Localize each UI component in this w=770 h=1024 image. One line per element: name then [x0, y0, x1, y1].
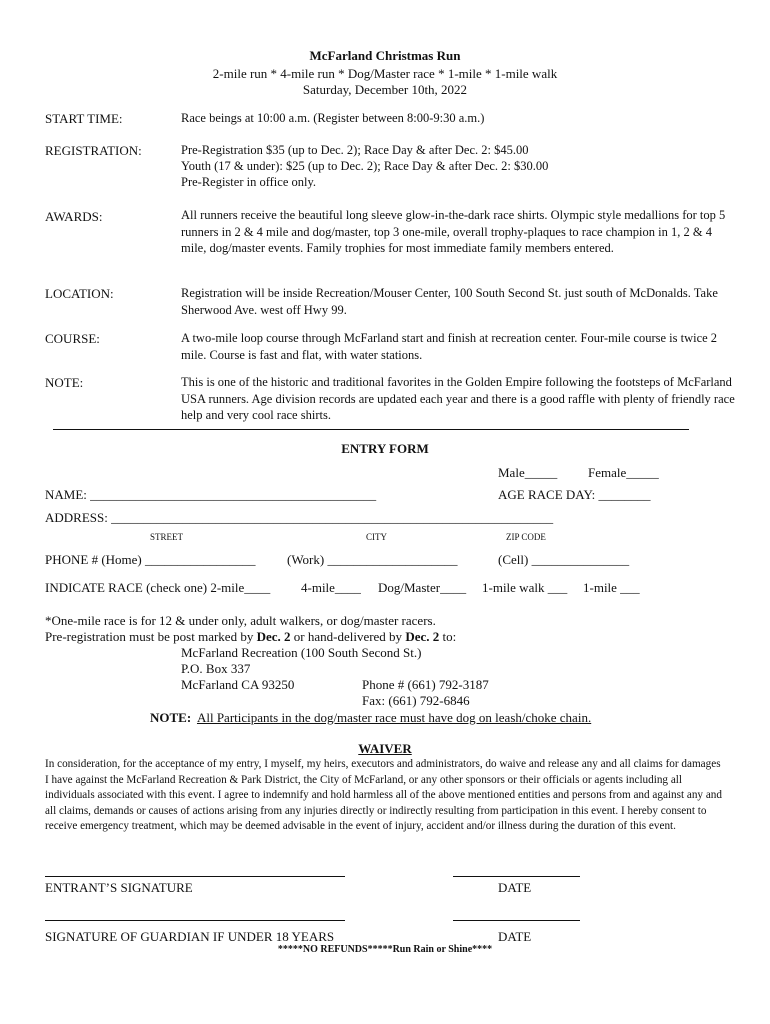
female-field[interactable]: Female_____ [588, 465, 659, 480]
awards-label: AWARDS: [45, 209, 103, 224]
mail-address-line-3: McFarland CA 93250 [181, 677, 295, 692]
race-walk-option[interactable]: 1-mile walk ___ [482, 580, 568, 595]
race-1mile-option[interactable]: 1-mile ___ [583, 580, 640, 595]
location-label: LOCATION: [45, 286, 114, 301]
phone-cell-field[interactable]: (Cell) _______________ [498, 552, 630, 567]
race-dogmaster-option[interactable]: Dog/Master____ [378, 580, 467, 595]
guardian-signature-line[interactable] [45, 920, 345, 921]
street-caption: STREET [150, 532, 183, 542]
start-time-text: Race beings at 10:00 a.m. (Register between 8:00-9:30 a.m.) [181, 111, 485, 125]
registration-line-1: Pre-Registration $35 (up to Dec. 2); Race Day & after Dec. 2: $45.00 [181, 143, 529, 157]
refund-footer: *****NO REFUNDS*****Run Rain or Shine**** [277, 944, 493, 955]
note-label: NOTE: [45, 375, 84, 390]
registration-line-2: Youth (17 & under): $25 (up to Dec. 2); Race Day & after Dec. 2: $30.00 [181, 159, 549, 173]
course-label: COURSE: [45, 331, 100, 346]
entrant-date-label: DATE [498, 880, 532, 895]
address-field[interactable]: ADDRESS: ____________________________________________________________________ [45, 510, 554, 525]
start-time-label: START TIME: [45, 111, 123, 126]
guardian-date-label: DATE [498, 929, 532, 944]
city-caption: CITY [366, 532, 387, 542]
event-date: Saturday, December 10th, 2022 [302, 82, 468, 97]
race-4mile-option[interactable]: 4-mile____ [301, 580, 361, 595]
entrant-date-line[interactable] [453, 876, 580, 877]
mail-address-line-2: P.O. Box 337 [181, 661, 251, 676]
race-list: 2-mile run * 4-mile run * Dog/Master race * 1-mile * 1-mile walk [212, 66, 558, 81]
entrant-signature-label: ENTRANT’S SIGNATURE [45, 880, 193, 895]
zip-caption: ZIP CODE [506, 532, 546, 542]
phone-number: Phone # (661) 792-3187 [362, 677, 489, 692]
male-field[interactable]: Male_____ [498, 465, 558, 480]
page-title: McFarland Christmas Run [309, 48, 461, 63]
mail-address-line-1: McFarland Recreation (100 South Second St.) [181, 645, 422, 660]
phone-home-field[interactable]: PHONE # (Home) _________________ [45, 552, 256, 567]
note-text: This is one of the historic and traditional favorites in the Golden Empire following the footsteps of McFarland USA runners. Age division records are updated each year and there is a good raffle with plenty of friendly race help and very cool race shirts. [181, 375, 735, 422]
age-field[interactable]: AGE RACE DAY: ________ [498, 487, 651, 502]
entry-form-title: ENTRY FORM [341, 441, 429, 456]
leash-note: NOTE: All Participants in the dog/master race must have dog on leash/choke chain. [150, 710, 592, 725]
guardian-date-line[interactable] [453, 920, 580, 921]
preregistration-note: Pre-registration must be post marked by Dec. 2 or hand-delivered by Dec. 2 to: [45, 629, 457, 644]
awards-text: All runners receive the beautiful long sleeve glow-in-the-dark race shirts. Olympic style medallions for top 5 runners in 2 & 4 mile and dog/master, top 3 one-mile, overall trophy-plaques to race champion in 1, 2 & 4 mile, dog/master events. Family trophies for most immediate family members entered. [181, 208, 726, 255]
course-text: A two-mile loop course through McFarland start and finish at recreation center. Four-mile course is twice 2 mile. Course is fast and flat, with water stations. [181, 331, 718, 362]
location-text: Registration will be inside Recreation/Mouser Center, 100 South Second St. just south of McDonalds. Take Sherwood Ave. west off Hwy 99. [181, 286, 718, 317]
waiver-text: In consideration, for the acceptance of my entry, I myself, my heirs, executors and administrators, do waive and release any and all claims for damages I have against the McFarland Recreation & Park District, the City of McFarland, or any other sponsors or their officials or agents including all individuals associated with this event. I agree to indemnify and hold harmless all of the above mentioned entities and persons from and against any and all claims, demands or causes of actions arising from any injuries directly or indirectly resulting from participation in this event. I hereby consent to receive emergency treatment, which may be deemed advisable in the event of injury, accident and/or illness during the duration of this event. [45, 758, 722, 832]
guardian-signature-label: SIGNATURE OF GUARDIAN IF UNDER 18 YEARS [45, 929, 335, 944]
entrant-signature-line[interactable] [45, 876, 345, 877]
section-divider [53, 429, 689, 430]
one-mile-note: *One-mile race is for 12 & under only, adult walkers, or dog/master racers. [45, 613, 436, 628]
waiver-title: WAIVER [358, 741, 412, 756]
fax-number: Fax: (661) 792-6846 [362, 693, 470, 708]
phone-work-field[interactable]: (Work) ____________________ [287, 552, 458, 567]
registration-line-3: Pre-Register in office only. [181, 175, 317, 189]
race-2mile-option[interactable]: INDICATE RACE (check one) 2-mile____ [45, 580, 271, 595]
name-field[interactable]: NAME: ____________________________________________ [45, 487, 377, 502]
registration-label: REGISTRATION: [45, 143, 142, 158]
